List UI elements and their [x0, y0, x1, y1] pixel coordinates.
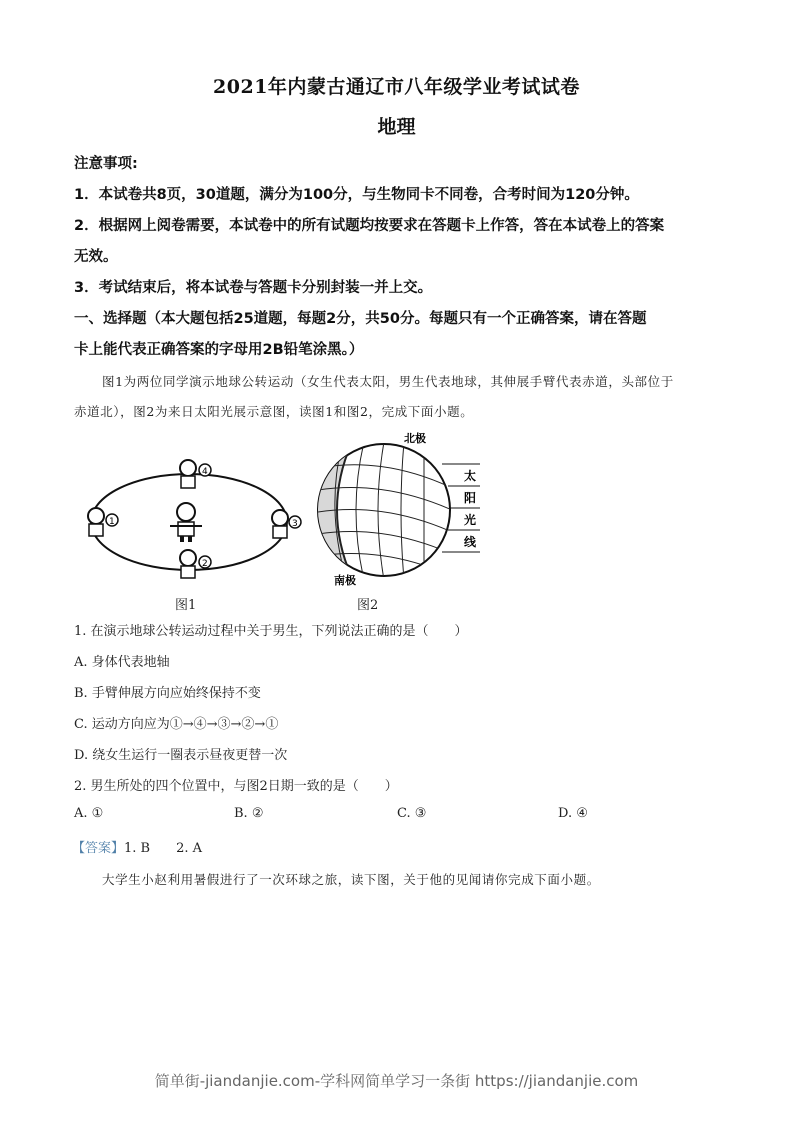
notice-item-2-cont: 无效。	[74, 249, 118, 265]
question-1-option-a: A. 身体代表地轴	[74, 655, 170, 670]
next-intro: 大学生小赵利用暑假进行了一次环球之旅，读下图，关于他的见闻请你完成下面小题。	[102, 872, 600, 887]
svg-text:4: 4	[202, 467, 208, 477]
svg-text:线: 线	[464, 535, 477, 549]
figure-1-caption: 图1	[175, 598, 197, 613]
figure-2	[312, 428, 482, 588]
notice-item-2: 2．根据网上阅卷需要，本试卷中的所有试题均按要求在答题卡上作答，答在本试卷上的答案	[74, 218, 665, 234]
figure-2-caption: 图2	[357, 598, 379, 613]
section-heading-line2: 卡上能代表正确答案的字母用2B铅笔涂黑。）	[74, 342, 364, 358]
exam-subject: 地理	[377, 116, 416, 138]
svg-text:阳: 阳	[464, 491, 477, 505]
svg-text:1: 1	[109, 517, 115, 527]
south-pole-label: 南极	[334, 574, 356, 587]
footer-watermark: 简单街-jiandanjie.com-学科网简单学习一条街 https://jiandanjie.com	[154, 1072, 639, 1090]
question-2-option-a: A. ①	[74, 806, 104, 821]
boy-position-1-icon	[88, 508, 118, 536]
question-2-option-c: C. ③	[397, 806, 427, 821]
question-2-option-d: D. ④	[558, 806, 588, 821]
north-pole-label: 北极	[404, 432, 426, 445]
intro-line1: 图1为两位同学演示地球公转运动（女生代表太阳，男生代表地球，其伸展手臂代表赤道，头部位于	[102, 374, 674, 389]
question-1-option-d: D. 绕女生运行一圈表示昼夜更替一次	[74, 748, 288, 763]
notice-item-3: 3．考试结束后，将本试卷与答题卡分别封装一并上交。	[74, 280, 433, 296]
exam-title: 2021年内蒙古通辽市八年级学业考试试卷	[213, 76, 580, 98]
question-1-stem: 1. 在演示地球公转运动过程中关于男生，下列说法正确的是（ ）	[74, 624, 468, 639]
boy-position-2-icon	[180, 550, 211, 578]
notice-item-1: 1．本试卷共8页，30道题，满分为100分，与生物同卡不同卷，合考时间为120分钟。	[74, 187, 639, 203]
question-1-option-c: C. 运动方向应为①→④→③→②→①	[74, 717, 279, 732]
section-heading-line1: 一、选择题（本大题包括25道题，每题2分，共50分。每题只有一个正确答案，请在答题	[74, 311, 647, 327]
question-2-stem: 2. 男生所处的四个位置中，与图2日期一致的是（ ）	[74, 779, 398, 794]
question-1-option-b: B. 手臂伸展方向应始终保持不变	[74, 686, 261, 701]
svg-text:2: 2	[202, 559, 208, 569]
notice-heading: 注意事项:	[74, 156, 138, 172]
svg-text:太: 太	[464, 469, 477, 483]
figure-1	[74, 450, 304, 590]
svg-text:3: 3	[292, 519, 298, 529]
answer-text: 1. B 2. A	[124, 841, 203, 856]
question-2-option-b: B. ②	[234, 806, 264, 821]
orbit-diagram	[74, 450, 304, 590]
boy-position-3-icon	[272, 510, 301, 538]
globe-sunlight-diagram	[312, 428, 482, 588]
answer-line	[72, 837, 202, 856]
intro-line2: 赤道北），图2为来日太阳光展示意图，读图1和图2，完成下面小题。	[74, 404, 474, 419]
svg-text:光: 光	[464, 513, 477, 527]
girl-sun-icon	[170, 503, 202, 542]
answer-label: 【答案】	[72, 841, 125, 856]
